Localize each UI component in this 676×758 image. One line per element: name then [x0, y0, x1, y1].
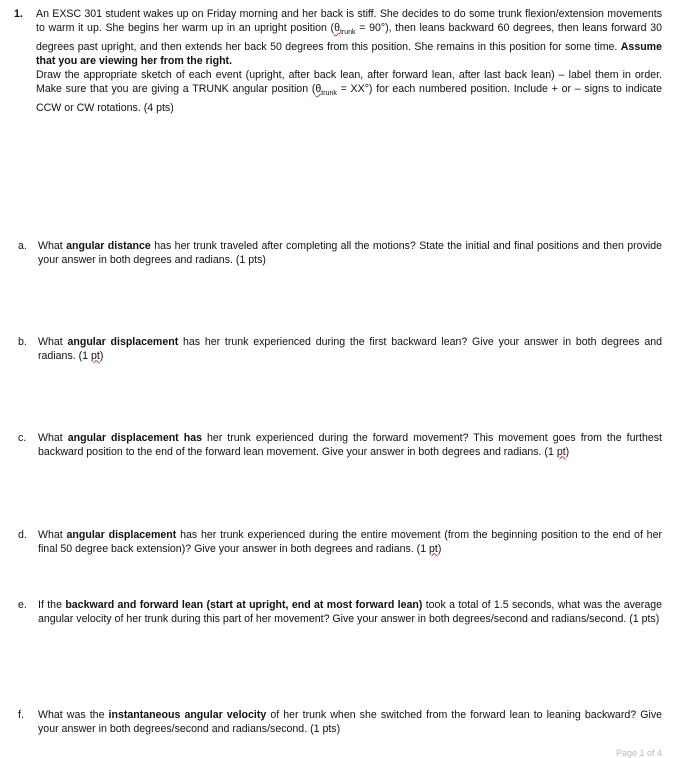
part-d [18, 529, 662, 556]
part-b-pre: What [38, 336, 68, 348]
part-d-post: has her trunk experienced during the entire movement (from the beginning position to the end of her final 50 degree back extension)? Give your answer in both degrees and radians. (1 [38, 529, 662, 555]
theta-trunk-symbol-2 [315, 83, 337, 98]
part-f [18, 709, 663, 736]
question-1-paragraph-2 [36, 68, 662, 115]
part-a-post: has her trunk traveled after completing all the motions? State the initial and final positions and then provide your answer in both degrees and radians. (1 pts) [38, 240, 663, 266]
part-d-pt: pt [429, 542, 438, 555]
part-b-post: has her trunk experienced during the first backward lean? Give your answer in both degrees and radians. (1 [38, 336, 662, 362]
part-d-letter: d. [18, 529, 27, 541]
part-e-text [38, 599, 662, 626]
part-e-pre: If the [38, 599, 66, 611]
part-a-keyword: angular distance [66, 240, 151, 252]
part-e [18, 599, 662, 626]
question-1 [14, 7, 662, 115]
part-b-text [38, 336, 662, 363]
page-footer: Page 1 of 4 [615, 748, 662, 758]
part-d-keyword: angular displacement [66, 529, 177, 541]
part-c-post: her trunk experienced during the forward movement? This movement goes from the furthest backward position to the end of the forward lean movement. Give your answer in both degrees and radians. (1 [38, 432, 662, 458]
part-c [18, 432, 662, 459]
question-1-text-2b: = XX°) for each numbered position. Include + or – signs to indicate CCW or CW rotations. (4 pts) [36, 83, 662, 115]
part-a-letter: a. [18, 240, 27, 252]
theta-trunk-symbol [334, 22, 356, 37]
part-a [18, 240, 663, 267]
part-f-letter: f. [18, 709, 24, 721]
part-e-post: took a total of 1.5 seconds, what was the average angular velocity of her trunk during this part of her movement? Give your answer in both degrees/second and radians/second. (1 pts) [38, 599, 662, 625]
part-c-end: ) [565, 445, 570, 458]
part-b-keyword: angular displacement [67, 336, 179, 348]
part-f-text [38, 709, 662, 736]
part-b-letter: b. [18, 336, 27, 348]
part-c-pt: pt [556, 445, 566, 458]
part-b-end: ) [99, 349, 104, 362]
part-a-pre: What [38, 240, 67, 252]
assume-view-instruction: Assume that you are viewing her from the right. [36, 41, 662, 68]
theta-symbol-2: θ [315, 83, 322, 96]
part-d-pre: What [38, 529, 67, 541]
question-1-text-1: An EXSC 301 student wakes up on Friday morning and her back is stiff. She decides to do some trunk flexion/extension movements to warm it up. She begins her warm up in an upright position ( [36, 8, 662, 34]
part-a-text [38, 240, 662, 267]
part-c-text [38, 432, 662, 459]
part-c-keyword: angular displacement has [67, 432, 202, 444]
part-f-post: of her trunk when she switched from the forward lean to leaning backward? Give your answer in both degrees/second and radians/second. (1 pts) [38, 709, 663, 735]
question-number: 1. [14, 8, 23, 20]
part-b-pt: pt [91, 349, 100, 362]
question-1-paragraph-1 [36, 7, 662, 68]
part-f-pre: What was the [38, 709, 109, 721]
question-1-text-2: Draw the appropriate sketch of each event (upright, after back lean, after forward lean, after last back lean) – label them in order. Make sure that you are giving a TRUNK angular position ( [36, 69, 662, 96]
theta-subscript-2: trunk [321, 90, 337, 98]
part-d-text [38, 529, 662, 556]
question-1-body [36, 7, 662, 115]
part-f-keyword: instantaneous angular velocity [108, 709, 267, 721]
part-e-keyword: backward and forward lean (start at upright, end at most forward lean) [65, 599, 423, 611]
theta-subscript: trunk [339, 29, 356, 37]
part-b [18, 336, 662, 363]
part-c-pre: What [38, 432, 68, 444]
question-1-text-1b: = 90°), then leans backward 60 degrees, then leans forward 30 degrees past upright, and then extends her back 50 degrees from this position. She remains in this position for some time. [36, 22, 662, 54]
theta-symbol: θ [334, 22, 340, 34]
part-d-end: ) [437, 542, 442, 555]
part-e-letter: e. [18, 599, 27, 611]
part-c-letter: c. [18, 432, 27, 444]
